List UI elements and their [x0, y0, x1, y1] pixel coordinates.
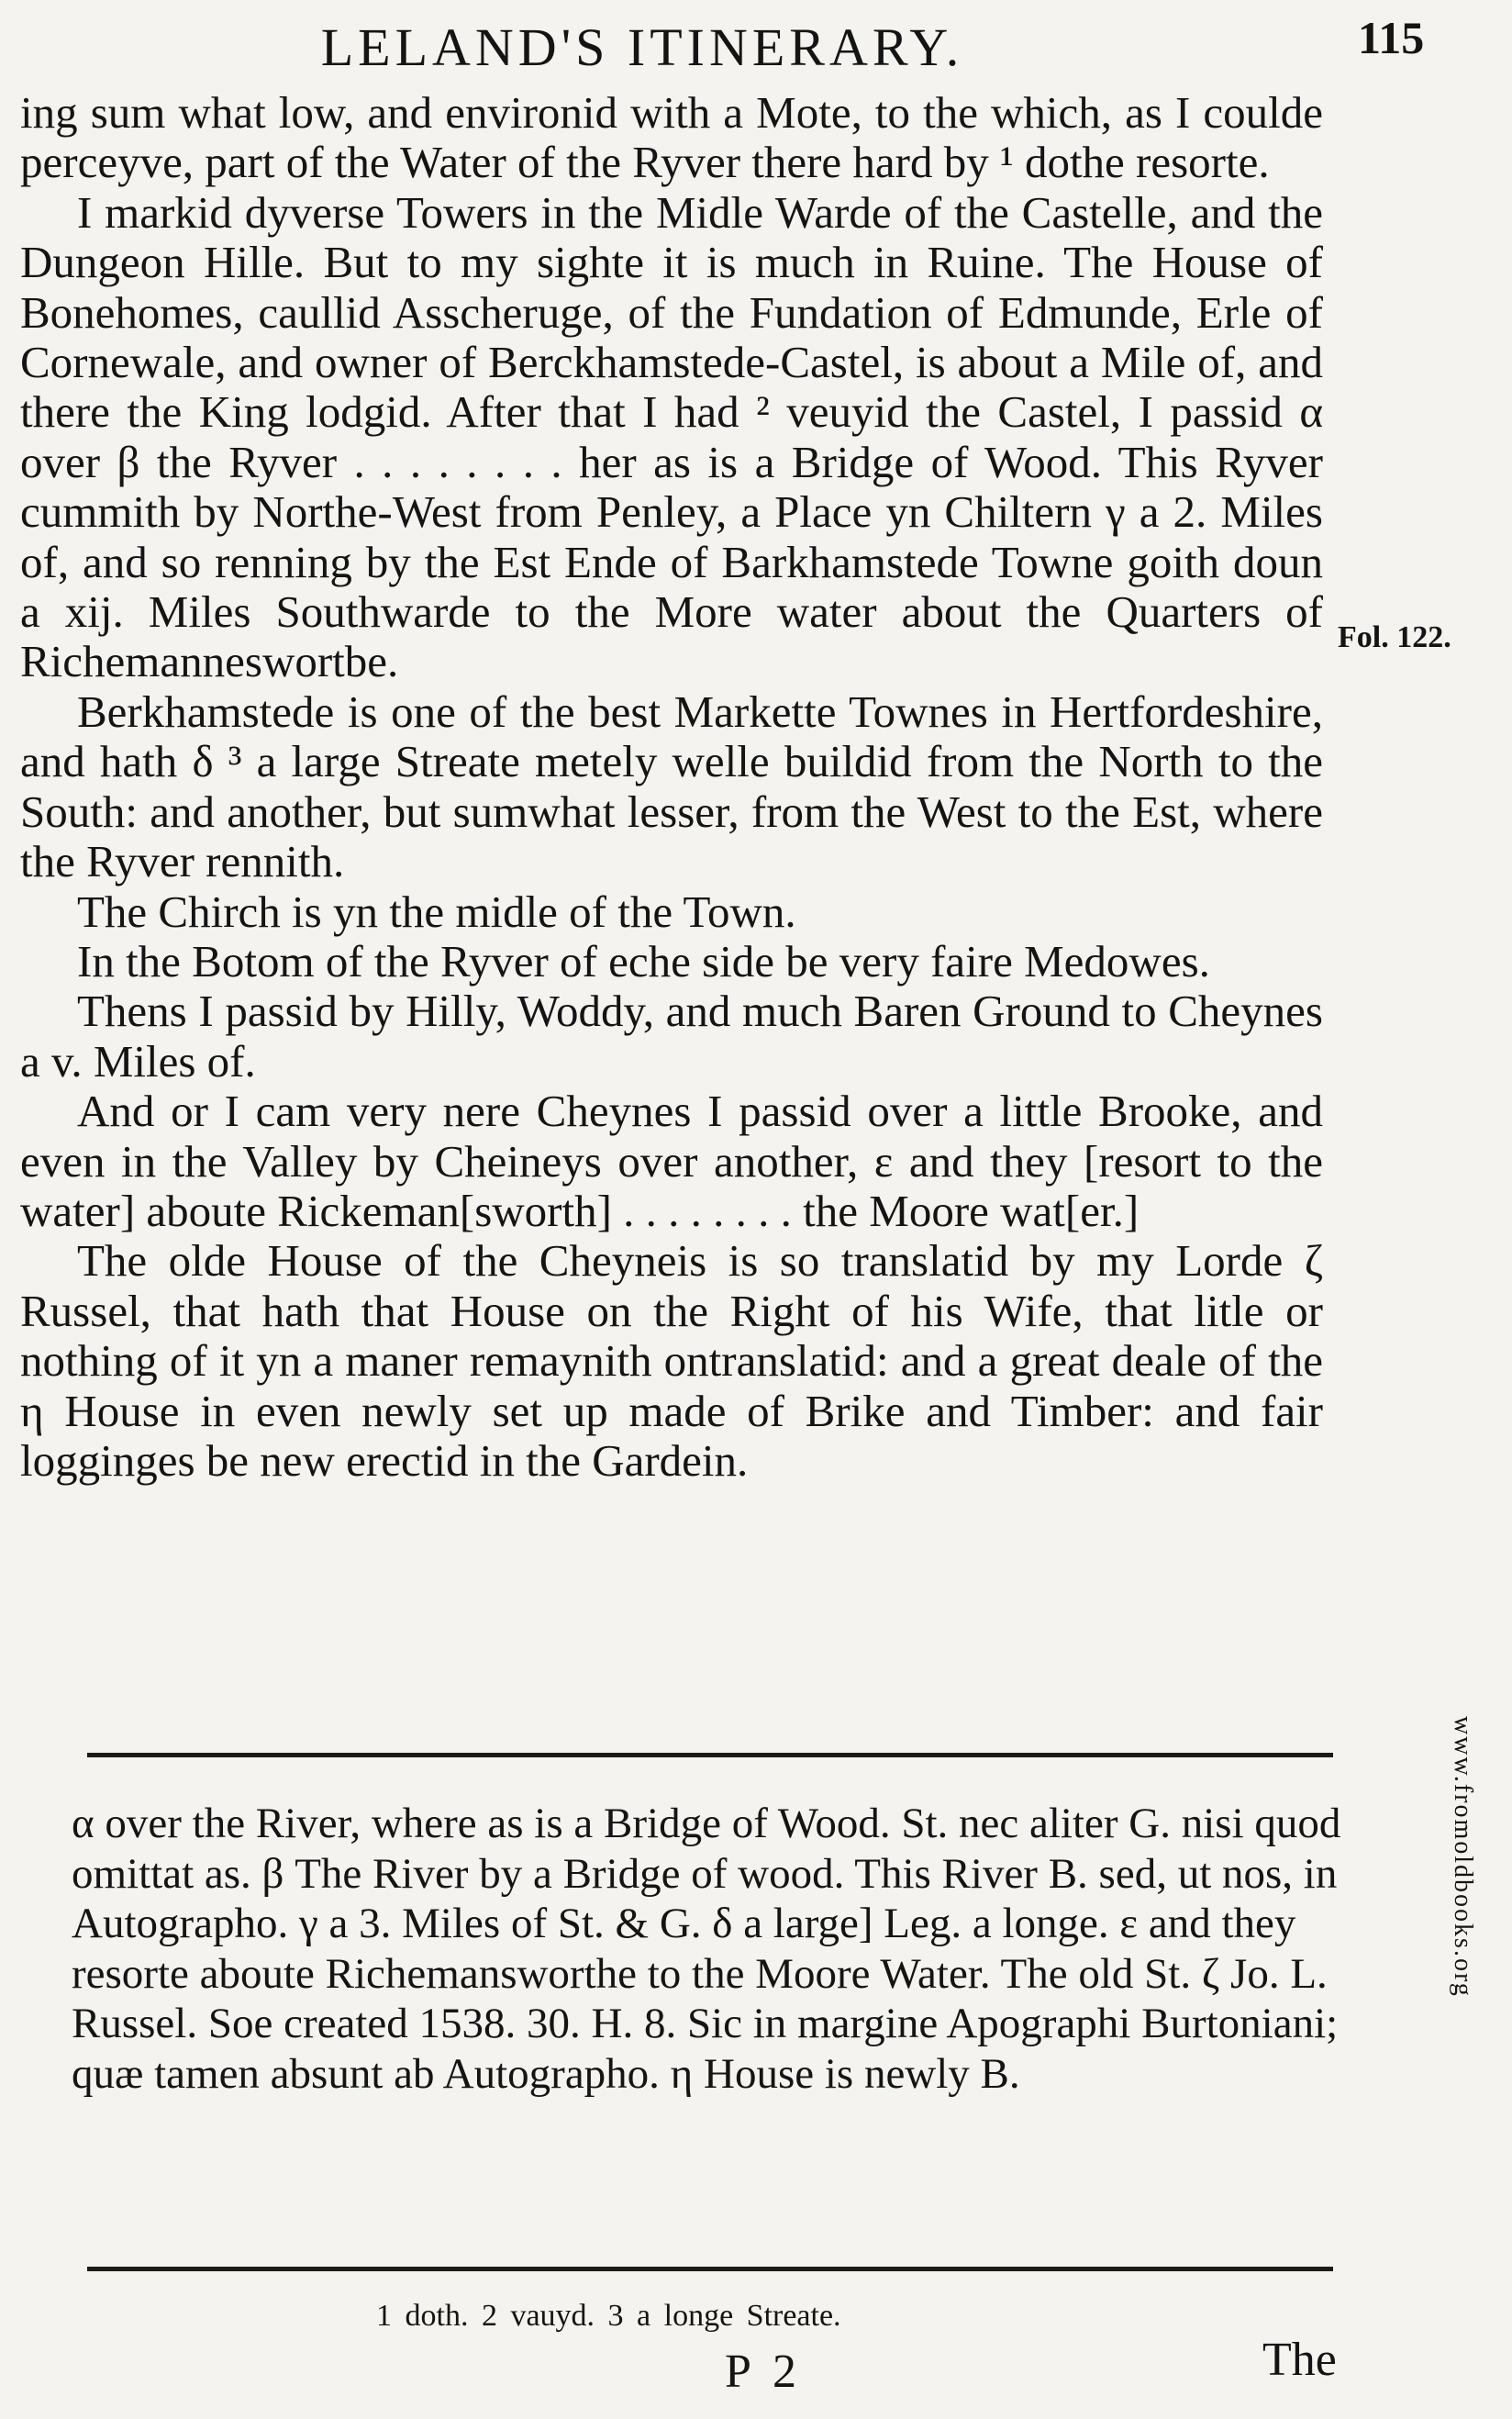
- paragraph-8: The olde House of the Cheyneis is so translatid by my Lorde ζ Russel, that hath that House on the Right of his Wife, that litle or nothing of it yn a maner remaynith ontranslatid: and a great deale of the η House in even newly set up made of Brike and Timber: and fair logginges be new erectid in the Gardein.: [20, 1235, 1323, 1486]
- paragraph-6: Thens I passid by Hilly, Woddy, and much Baren Ground to Cheynes a v. Miles of.: [20, 986, 1323, 1087]
- running-head: LELAND'S ITINERARY.: [320, 17, 964, 77]
- editorial-notes: [72, 1799, 1342, 2099]
- paragraph-2: I markid dyverse Towers in the Midle Warde of the Castelle, and the Dungeon Hille. But to my sighte it is much in Ruine. The House of Bonehomes, caullid Asscheruge, of the Fundation of Edmunde, Erle of Cornewale, and owner of Berckhamstede-Castel, is about a Mile of, and there the King lodgid. After that I had ² veuyid the Castel, I passid α over β the Ryver . . . . . . . . her as is a Bridge of Wood. This Ryver cummith by Northe-West from Penley, a Place yn Chiltern γ a 2. Miles of, and so renning by the Est Ende of Barkhamstede Towne goith doun a xij. Miles Southwarde to the More water about the Quarters of Richemanneswortbe.: [20, 186, 1323, 687]
- divider-rule-top: [87, 1753, 1333, 1757]
- page-number: 115: [1358, 12, 1425, 63]
- margin-note-folio: Fol. 122.: [1338, 620, 1451, 654]
- signature-mark: P 2: [725, 2346, 802, 2398]
- paragraph-7: And or I cam very nere Cheynes I passid over a little Brooke, and even in the Valley by Cheineys over another, ε and they [resort to the water] aboute Rickeman[sworth] . . . . . . . . the Moore wat[er.]: [20, 1086, 1323, 1236]
- paragraph-5: In the Botom of the Ryver of eche side be very faire Medowes.: [77, 935, 1210, 987]
- main-text: [20, 88, 1323, 1486]
- divider-rule-bottom: [87, 2267, 1333, 2271]
- paragraph-3: Berkhamstede is one of the best Markette Townes in Hertfordeshire, and hath δ ³ a large Streate metely welle buildid from the North to the South: and another, but sumwhat lesser, from the West to the Est, where the Ryver rennith.: [20, 686, 1323, 887]
- paragraph-1: ing sum what low, and environid with a Mote, to the which, as I coulde perceyve, part of the Water of the Ryver there hard by ¹ dothe resorte.: [20, 87, 1323, 188]
- watermark: [1449, 1716, 1512, 2413]
- catchword: The: [1262, 2334, 1337, 2386]
- watermark-text: www.fromoldbooks.org: [1449, 1716, 1477, 1998]
- notes-text: α over the River, where as is a Bridge of Wood. St. nec aliter G. nisi quod omittat as. β The River by a Bridge of wood. This River B. sed, ut nos, in Autographo. γ a 3. Miles of St. & G. δ a large] Leg. a longe. ε and they resorte aboute Richemansworthe to the Moore Water. The old St. ζ Jo. L. Russel. Soe created 1538. 30. H. 8. Sic in margine Apographi Burtoniani; quæ tamen absunt ab Autographo. η House is newly B.: [72, 1800, 1341, 2098]
- paragraph-4: The Chirch is yn the midle of the Town.: [77, 886, 796, 937]
- footnotes: 1 doth. 2 vauyd. 3 a longe Streate.: [376, 2299, 841, 2333]
